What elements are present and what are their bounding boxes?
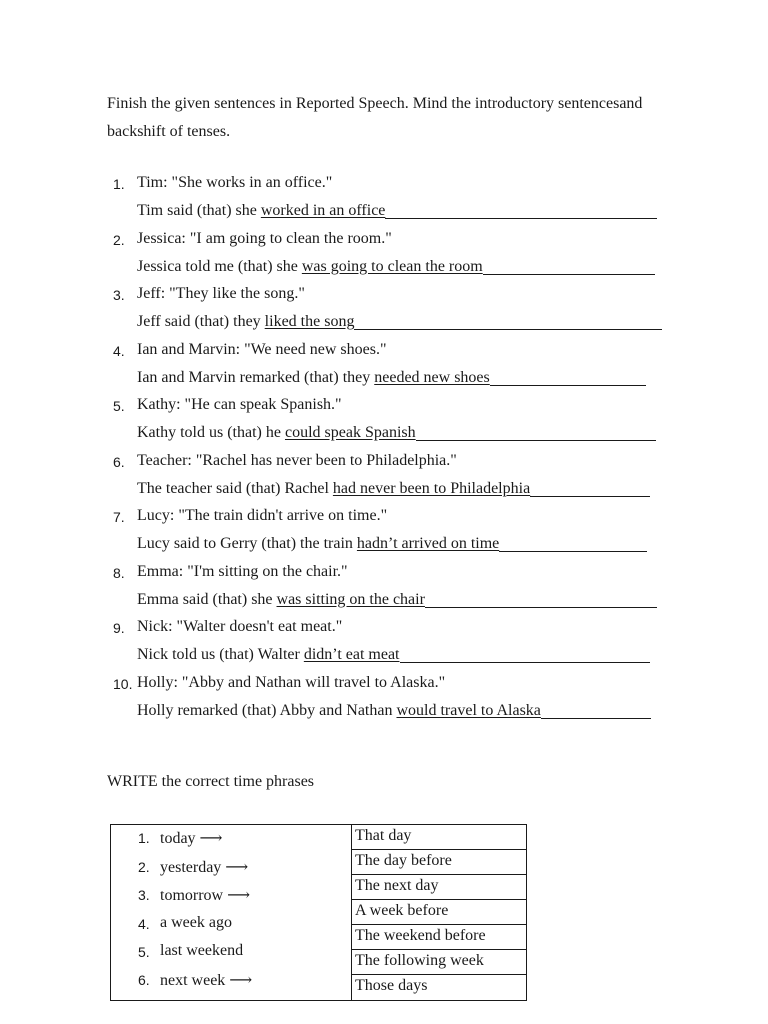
exercise-quote: Kathy: "He can speak Spanish."	[137, 396, 342, 413]
time-phrases-heading: WRITE the correct time phrases	[107, 773, 315, 790]
answer-line	[137, 646, 650, 664]
answer-blank	[499, 535, 647, 552]
answer-line	[137, 702, 651, 720]
phrase-text: last weekend	[160, 942, 244, 959]
answer-cell: The weekend before	[352, 925, 526, 950]
answer-line	[137, 480, 650, 498]
phrase-text: next week ⟶	[160, 972, 253, 989]
exercise-item	[0, 672, 768, 728]
answer-line	[137, 202, 657, 220]
exercise-list	[0, 172, 768, 727]
answer-text: had never been to Philadelphia	[332, 479, 531, 497]
answer-cell: The day before	[352, 850, 526, 875]
answer-text: liked the song	[264, 313, 355, 330]
answer-text: was sitting on the chair	[276, 590, 425, 608]
exercise-item	[0, 172, 768, 228]
phrase-item	[111, 883, 351, 907]
phrase-text: tomorrow ⟶	[160, 887, 251, 904]
exercise-item	[0, 283, 768, 339]
exercise-number: 8.	[113, 564, 125, 581]
answer-text: worked in an office	[260, 202, 386, 219]
phrase-item	[111, 912, 351, 936]
exercise-quote: Teacher: "Rachel has never been to Philadelphia."	[137, 451, 457, 469]
phrase-number: 3.	[138, 887, 150, 903]
answer-line	[137, 313, 662, 331]
instructions: Finish the given sentences in Reported Speech. Mind the introductory sentencesand backshift of tenses.	[107, 95, 643, 140]
exercise-number: 10.	[113, 675, 133, 692]
reported-intro: Tim said (that) she	[137, 202, 257, 219]
answer-text: didn’t eat meat	[303, 646, 400, 663]
answer-text: was going to clean the room	[301, 257, 483, 275]
answer-text: could speak Spanish	[284, 424, 416, 441]
answer-blank	[490, 369, 646, 386]
phrase-number: 6.	[138, 972, 150, 988]
answer-cell: The next day	[352, 875, 526, 900]
phrase-item	[111, 826, 351, 850]
answer-cell: That day	[352, 825, 526, 850]
phrase-number: 1.	[138, 830, 150, 846]
exercise-quote: Lucy: "The train didn't arrive on time."	[137, 507, 388, 524]
phrase-text: today ⟶	[160, 830, 223, 847]
reported-intro: Jessica told me (that) she	[137, 257, 298, 275]
exercise-number: 2.	[113, 231, 125, 248]
answer-text: needed new shoes	[374, 368, 490, 386]
exercise-number: 5.	[113, 398, 125, 414]
answer-blank	[541, 702, 651, 719]
reported-intro: Holly remarked (that) Abby and Nathan	[137, 701, 393, 719]
reported-intro: Kathy told us (that) he	[137, 424, 281, 441]
phrase-text: a week ago	[160, 914, 232, 931]
answer-blank	[416, 424, 656, 441]
reported-intro: Nick told us (that) Walter	[137, 646, 300, 663]
answer-blank	[385, 202, 657, 219]
exercise-quote: Tim: "She works in an office."	[137, 174, 333, 191]
exercise-item	[0, 228, 768, 284]
exercise-quote: Jessica: "I am going to clean the room."	[137, 229, 392, 247]
phrase-number: 5.	[138, 944, 150, 960]
answer-blank	[425, 591, 657, 608]
answer-blank	[530, 480, 650, 497]
phrase-item	[111, 940, 351, 964]
exercise-item	[0, 339, 768, 395]
exercise-item	[0, 450, 768, 506]
exercise-item	[0, 561, 768, 617]
answer-line	[137, 535, 647, 553]
reported-intro: The teacher said (that) Rachel	[137, 479, 329, 497]
exercise-item	[0, 616, 768, 672]
answer-column	[352, 825, 526, 1000]
answer-cell: Those days	[355, 977, 428, 994]
exercise-quote: Emma: "I'm sitting on the chair."	[137, 562, 348, 580]
answer-blank	[483, 258, 655, 275]
exercise-number: 4.	[113, 342, 125, 359]
answer-text: hadn’t arrived on time	[356, 535, 500, 552]
reported-intro: Emma said (that) she	[137, 590, 273, 608]
answer-line	[137, 424, 656, 442]
exercise-number: 1.	[113, 176, 125, 192]
phrase-item	[111, 855, 351, 879]
phrase-number: 2.	[138, 859, 150, 875]
answer-cell: A week before	[352, 900, 526, 925]
answer-blank	[354, 313, 662, 330]
reported-intro: Jeff said (that) they	[137, 313, 261, 330]
exercise-quote: Ian and Marvin: "We need new shoes."	[137, 340, 387, 358]
exercise-item	[0, 394, 768, 450]
exercise-quote: Jeff: "They like the song."	[137, 285, 305, 302]
answer-line	[137, 258, 655, 276]
exercise-item	[0, 505, 768, 561]
phrase-number: 4.	[138, 916, 150, 932]
answer-cell: The following week	[352, 950, 526, 975]
exercise-number: 3.	[113, 287, 125, 303]
answer-line	[137, 369, 646, 387]
time-phrases-table	[110, 824, 527, 1001]
answer-blank	[400, 646, 650, 663]
exercise-number: 9.	[113, 620, 125, 636]
phrase-item	[111, 968, 351, 992]
exercise-number: 7.	[113, 509, 125, 525]
exercise-quote: Nick: "Walter doesn't eat meat."	[137, 618, 343, 635]
reported-intro: Lucy said to Gerry (that) the train	[137, 535, 353, 552]
reported-intro: Ian and Marvin remarked (that) they	[137, 368, 371, 386]
phrase-text: yesterday ⟶	[160, 859, 249, 876]
exercise-quote: Holly: "Abby and Nathan will travel to Alaska."	[137, 673, 446, 691]
exercise-number: 6.	[113, 453, 125, 470]
answer-text: would travel to Alaska	[396, 701, 541, 719]
answer-line	[137, 591, 657, 609]
